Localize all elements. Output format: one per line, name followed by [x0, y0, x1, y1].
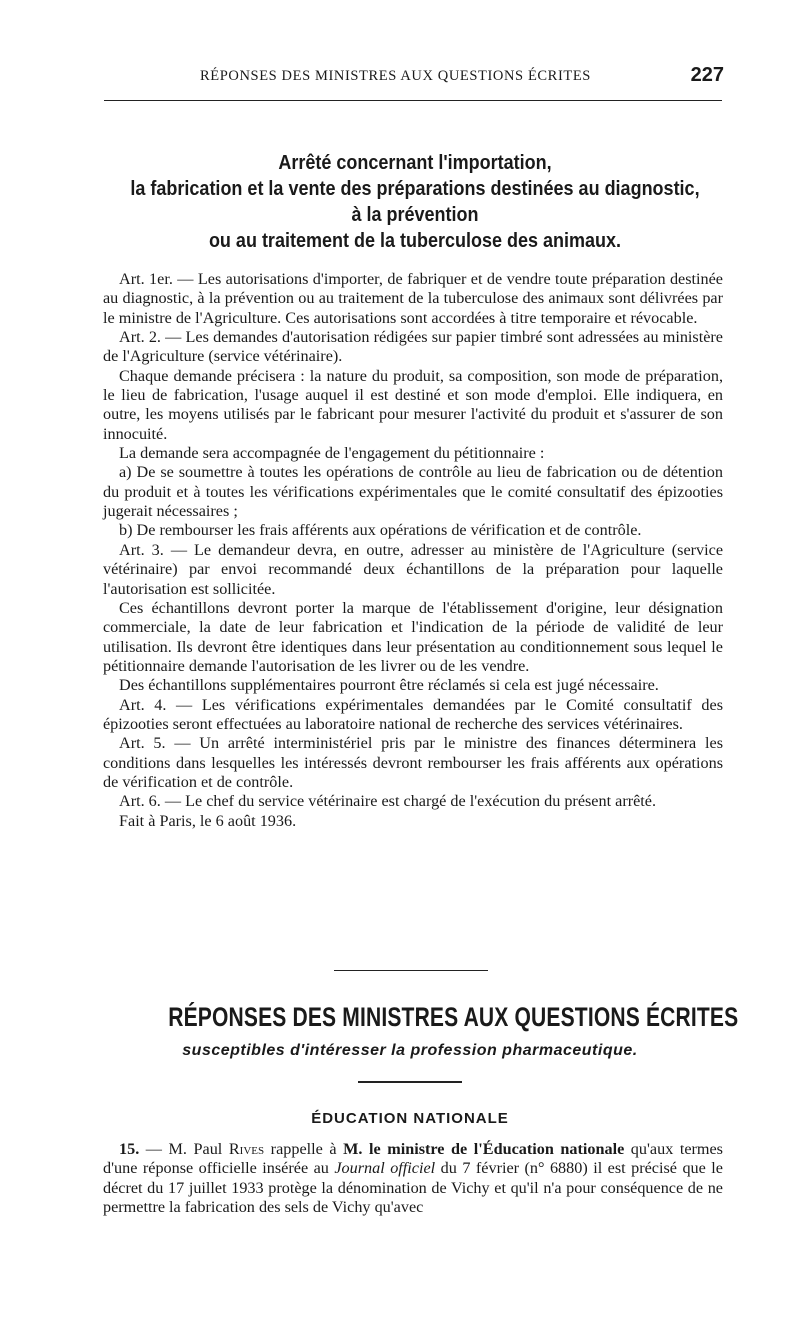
- section-subtitle: susceptibles d'intéresser la profession pharmaceutique.: [182, 1042, 638, 1059]
- question-text: — M. Paul: [139, 1140, 229, 1158]
- article-5: Art. 5. — Un arrêté interministériel pris par le ministre des finances déterminera les conditions dans lesquelles les intéressés devront rembourser les frais afférents aux opérations de vérification et de contrôle.: [103, 734, 723, 791]
- paragraph: La demande sera accompagnée de l'engagement du pétitionnaire :: [119, 444, 545, 463]
- subtitle-divider: [358, 1081, 462, 1083]
- paragraph-a: a) De se soumettre à toutes les opérations de contrôle au lieu de fabrication ou de détention du produit et à toutes les vérifications expérimentales que le comité consultatif des épizooties jugerait nécessaires ;: [103, 463, 723, 521]
- arrete-body: [103, 270, 723, 831]
- title-line: ou au traitement de la tuberculose des animaux.: [208, 230, 622, 252]
- paragraph: Des échantillons supplémentaires pourront être réclamés si cela est jugé nécessaire.: [119, 676, 659, 695]
- question-number: 15.: [119, 1140, 140, 1158]
- article-3: Art. 3. — Le demandeur devra, en outre, adresser au ministère de l'Agriculture (service vétérinaire) par envoi recommandé deux échantillons de la préparation pour laquelle l'autorisation est sollicitée.: [103, 540, 723, 598]
- paragraph-b: b) De rembourser les frais afférents aux opérations de vérification et de contrôle.: [119, 521, 642, 540]
- paragraph: Ces échantillons devront porter la marque de l'établissement d'origine, leur désignation commerciale, la date de leur fabrication et l'indication de la période de validité de leur utilisation. Ils devront être identiques dans leur présentation au conditionnement sous lequel le pétitionnaire demande l'autorisation de les livrer ou de les vendre.: [103, 598, 723, 675]
- signature-line: Fait à Paris, le 6 août 1936.: [119, 811, 297, 830]
- deputy-name: Rives: [228, 1140, 265, 1158]
- journal-name: Journal officiel: [334, 1159, 436, 1178]
- page-header: [104, 66, 724, 90]
- article-6: Art. 6. — Le chef du service vétérinaire est chargé de l'exécution du présent arrêté.: [119, 792, 657, 811]
- minister-name: M. le ministre de l'Éducation nationale: [343, 1140, 625, 1158]
- section-title: RÉPONSES DES MINISTRES AUX QUESTIONS ÉCRITES: [168, 1002, 739, 1032]
- question-block: [103, 1140, 723, 1217]
- section-divider: [334, 970, 488, 971]
- article-4: Art. 4. — Les vérifications expérimentales demandées par le Comité consultatif des épizooties seront effectuées au laboratoire national de recherche des services vétérinaires.: [103, 695, 723, 733]
- article-1: Art. 1er. — Les autorisations d'importer, de fabriquer et de vendre toute préparation destinée au diagnostic, à la prévention ou au traitement de la tuberculose des animaux sont délivrées par le ministre de l'Agriculture. Ces autorisations sont accordées à titre temporaire et révocable.: [103, 270, 723, 327]
- header-divider: [104, 100, 722, 101]
- title-line: la fabrication et la vente des préparations destinées au diagnostic,: [130, 178, 700, 200]
- running-title: RÉPONSES DES MINISTRES AUX QUESTIONS ÉCRITES: [200, 68, 591, 84]
- question-15: [103, 1140, 723, 1217]
- question-text: rappelle à: [264, 1140, 344, 1158]
- question-text: qu'aux termes d'une réponse officielle insérée au: [103, 1140, 723, 1178]
- article-2: Art. 2. — Les demandes d'autorisation rédigées sur papier timbré sont adressées au ministère de l'Agriculture (service vétérinaire).: [103, 328, 723, 366]
- page-number: 227: [690, 64, 724, 86]
- title-line: à la prévention: [351, 204, 479, 226]
- title-line: Arrêté concernant l'importation,: [278, 152, 552, 174]
- arrete-title: [123, 150, 708, 254]
- question-text: du 7 février (n° 6880) il est précisé que le décret du 17 juillet 1933 protège la dénomination de Vichy et qu'il n'a pour conséquence de ne permettre la fabrication des sels de Vichy qu'avec: [103, 1159, 723, 1217]
- ministry-heading: ÉDUCATION NATIONALE: [311, 1110, 509, 1127]
- paragraph: Chaque demande précisera : la nature du produit, sa composition, son mode de préparation, le lieu de fabrication, l'usage auquel il est destiné et son mode d'emploi. Elle indiquera, en outre, les moyens utilisés par le fabricant pour mesurer l'activité du produit et s'assurer de son innocuité.: [103, 366, 723, 443]
